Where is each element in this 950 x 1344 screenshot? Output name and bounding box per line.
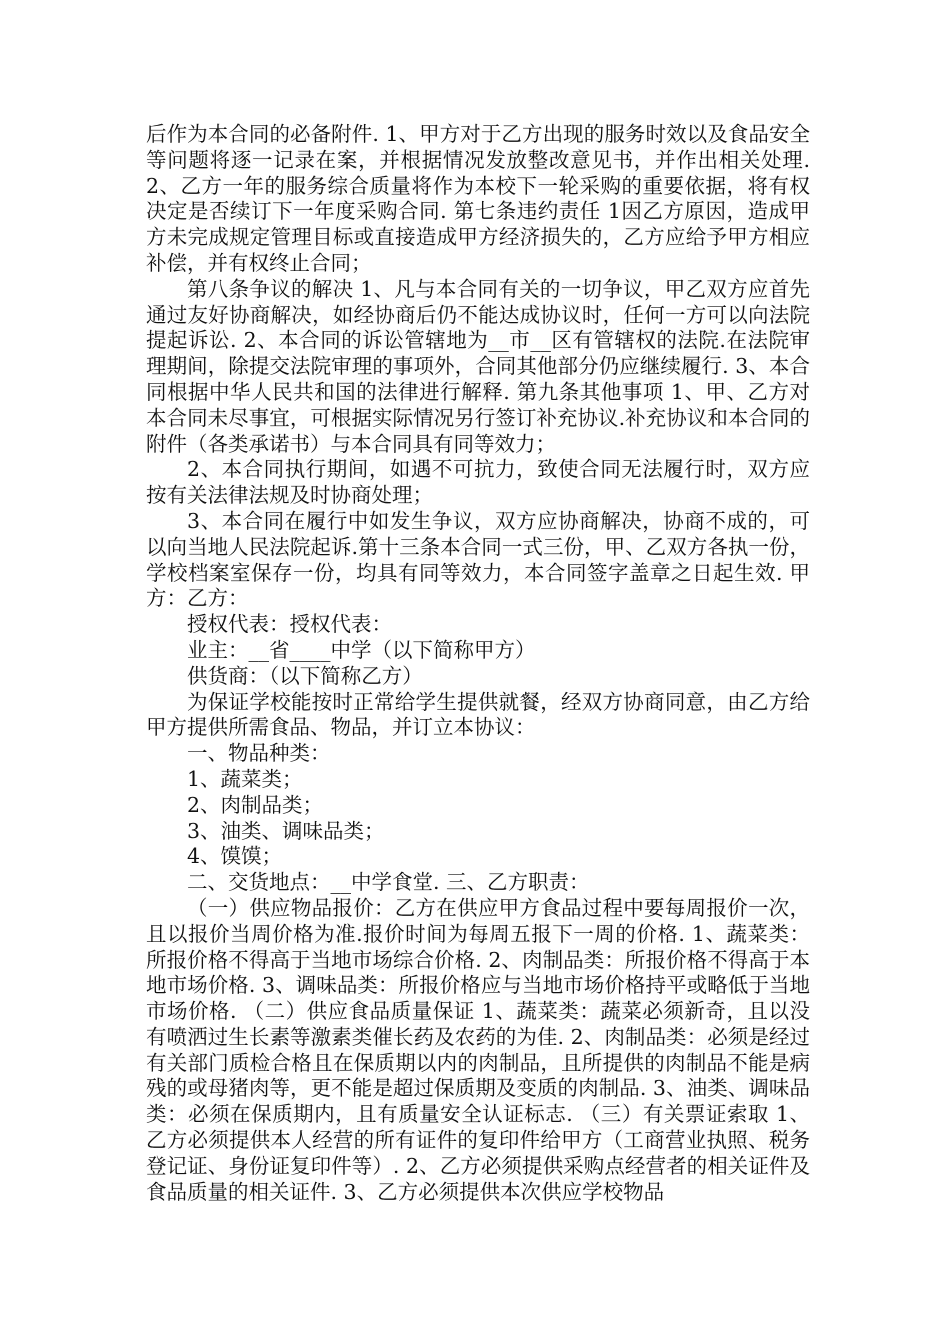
document-body — [146, 122, 810, 1205]
list-item: 3、油类、调味品类； — [187, 818, 385, 843]
paragraph: 供货商：（以下简称乙方） — [187, 663, 423, 688]
list-item: 1、蔬菜类； — [187, 766, 303, 791]
paragraph: 第八条争议的解决 1、凡与本合同有关的一切争议，甲乙双方应首先通过友好协商解决，如经协商后仍不能达成协议时，任何一方可以向法院提起诉讼. 2、本合同的诉讼管辖地为__市__区有管辖权的法院.在法院审理期间，除提交法院审理的事项外，合同其他部分仍应继续履行. 3、本合同根据中华人民共和国的法律进行解释. 第九条其他事项 1、甲、乙方对本合同未尽事宜，可根据实际情况另行签订补充协议.补充协议和本合同的附件（各类承诺书）与本合同具有同等效力； — [146, 276, 810, 456]
paragraph: 后作为本合同的必备附件. 1、甲方对于乙方出现的服务时效以及食品安全等问题将逐一记录在案，并根据情况发放整改意见书，并作出相关处理. 2、乙方一年的服务综合质量将作为本校下一轮采购的重要依据，将有权决定是否续订下一年度采购合同. 第七条违约责任 1因乙方原因，造成甲方未完成规定管理目标或直接造成甲方经济损失的，乙方应给予甲方相应补偿，并有权终止合同； — [146, 122, 810, 275]
list-item: 一、物品种类： — [187, 741, 331, 766]
paragraph: 授权代表：授权代表： — [187, 612, 392, 637]
list-item: 4、馍馍； — [187, 844, 283, 869]
paragraph: 为保证学校能按时正常给学生提供就餐，经双方协商同意，由乙方给甲方提供所需食品、物品，并订立本协议： — [146, 689, 810, 740]
paragraph: 3、本合同在履行中如发生争议，双方应协商解决，协商不成的，可以向当地人民法院起诉.第十三条本合同一式三份，甲、乙双方各执一份， 学校档案室保存一份，均具有同等效力，本合同签字盖章之日起生效. 甲方：乙方： — [146, 508, 810, 611]
paragraph: 二、交货地点：__中学食堂. 三、乙方职责： — [187, 870, 590, 895]
list-item: 2、肉制品类； — [187, 792, 324, 817]
paragraph: 2、本合同执行期间，如遇不可抗力，致使合同无法履行时，双方应按有关法律法规及时协商处理； — [146, 457, 810, 508]
paragraph: （一）供应物品报价：乙方在供应甲方食品过程中要每周报价一次，且以报价当周价格为准.报价时间为每周五报下一周的价格. 1、蔬菜类：所报价格不得高于当地市场综合价格. 2、肉制品类：所报价格不得高于本地市场价格. 3、调味品类：所报价格应与当地市场价格持平或略低于当地市场价格. （二）供应食品质量保证 1、蔬菜类：蔬菜必须新奇，且以没有喷洒过生长素等激素类催长药及农药的为佳. 2、肉制品类：必须是经过有关部门质检合格且在保质期以内的肉制品，且所提供的肉制品不能是病残的或母猪肉等，更不能是超过保质期及变质的肉制品. 3、油类、调味品类：必须在保质期内，且有质量安全认证标志. （三）有关票证索取 1、乙方必须提供本人经营的所有证件的复印件给甲方（工商营业执照、税务登记证、身份证复印件等）. 2、乙方必须提供采购点经营者的相关证件及食品质量的相关证件. 3、乙方必须提供本次供应学校物品 — [146, 895, 810, 1204]
paragraph: 业主：__省____中学（以下简称甲方） — [187, 637, 536, 662]
